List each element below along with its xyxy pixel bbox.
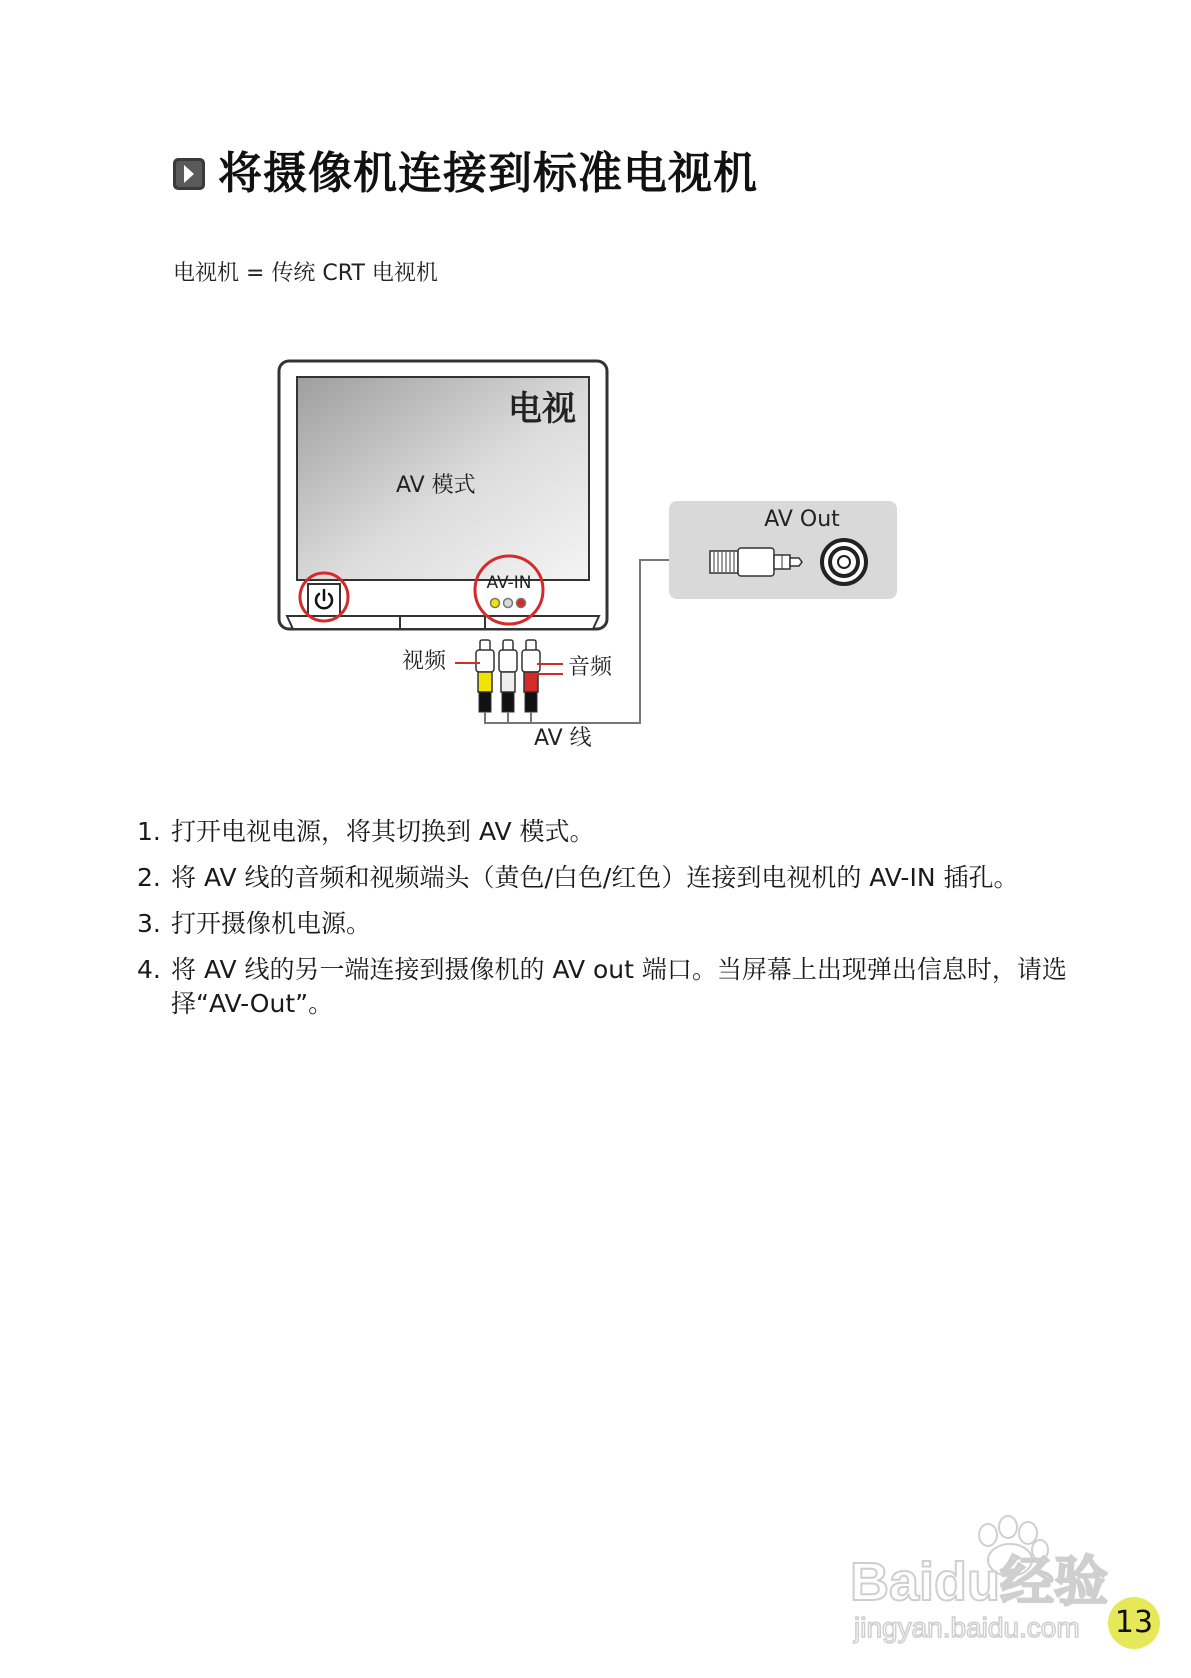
- audio-label: 音频: [568, 655, 613, 680]
- connection-diagram: [0, 0, 1191, 800]
- title-text: 将摄像机连接到标准电视机: [218, 148, 758, 199]
- rca-plug-yellow: [476, 640, 494, 712]
- video-label: 视频: [402, 649, 447, 674]
- step-number: 4.: [137, 955, 161, 984]
- watermark-url: jingyan.baidu.com: [854, 1612, 1080, 1643]
- yellow-av-jack: [491, 599, 500, 608]
- step-text: 将 AV 线的音频和视频端头（黄色/白色/红色）连接到电视机的 AV-IN 插孔。: [171, 863, 1019, 892]
- rca-plug-white: [499, 640, 517, 712]
- step-item-4: [137, 953, 1087, 1021]
- step-number: 3.: [137, 909, 161, 938]
- white-av-jack: [504, 599, 513, 608]
- av-out-label: AV Out: [764, 507, 840, 532]
- page-number-badge: [1108, 1597, 1160, 1649]
- instruction-steps: [137, 815, 1087, 1033]
- step-item-3: [137, 907, 1087, 941]
- power-button: [308, 584, 340, 616]
- step-number: 1.: [137, 817, 161, 846]
- cable-label: AV 线: [534, 726, 592, 751]
- rca-plug-red: [522, 640, 540, 712]
- red-av-jack: [517, 599, 526, 608]
- step-item-2: [137, 861, 1087, 895]
- av-mode-label: AV 模式: [396, 473, 476, 498]
- av-out-jack: [822, 540, 866, 584]
- step-item-1: [137, 815, 1087, 849]
- av-in-label: AV-IN: [486, 573, 532, 593]
- step-text: 将 AV 线的另一端连接到摄像机的 AV out 端口。当屏幕上出现弹出信息时，请选择“AV-Out”。: [171, 955, 1067, 1018]
- watermark-brand: Baidu经验: [850, 1552, 1109, 1612]
- step-text: 打开电视电源，将其切换到 AV 模式。: [171, 817, 595, 846]
- page-number: 13: [1114, 1605, 1154, 1640]
- subtitle: 电视机 = 传统 CRT 电视机: [173, 261, 438, 286]
- tv-label: 电视: [508, 389, 576, 429]
- step-text: 打开摄像机电源。: [171, 909, 372, 938]
- step-number: 2.: [137, 863, 161, 892]
- baidu-watermark: [850, 1505, 1150, 1655]
